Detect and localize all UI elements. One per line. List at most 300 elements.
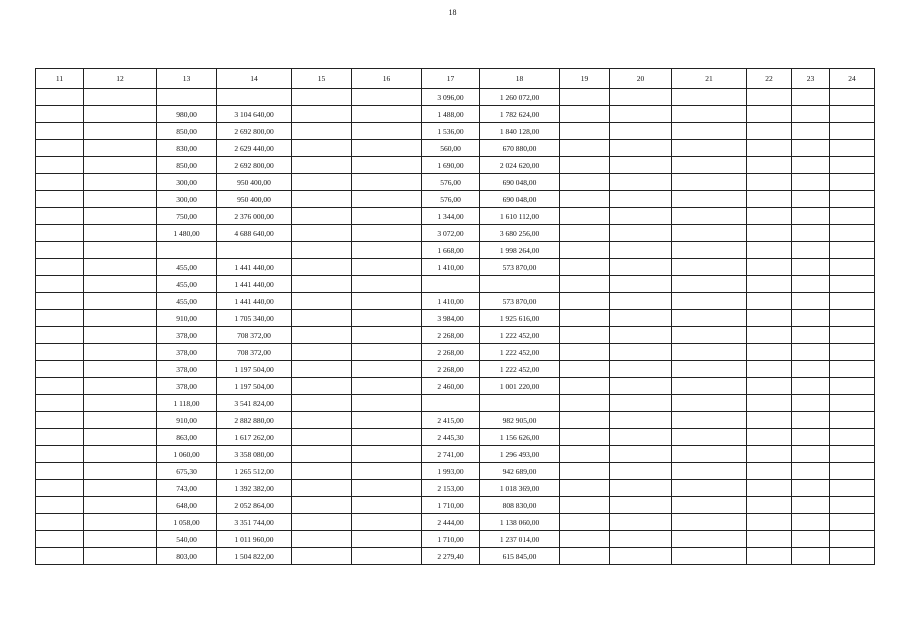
table-cell-col-21 [672,446,747,463]
table-cell-col-23 [792,276,830,293]
table-cell-col-14: 950 400,00 [217,191,292,208]
table-cell-col-20 [610,429,672,446]
table-cell-col-23 [792,174,830,191]
column-header: 22 [747,69,792,89]
table-cell-col-12 [84,327,157,344]
table-cell-col-24 [830,259,875,276]
table-cell-col-17: 1 536,00 [422,123,480,140]
table-cell-col-20 [610,293,672,310]
table-cell-col-19 [560,463,610,480]
table-cell-col-24 [830,106,875,123]
table-cell-col-12 [84,157,157,174]
table-cell-col-21 [672,429,747,446]
table-cell-col-16 [352,514,422,531]
table-cell-col-13: 863,00 [157,429,217,446]
table-cell-col-14: 1 617 262,00 [217,429,292,446]
table-cell-col-11 [36,157,84,174]
table-cell-col-18: 670 880,00 [480,140,560,157]
table-cell-col-17: 1 710,00 [422,497,480,514]
table-cell-col-15 [292,174,352,191]
table-row [36,480,875,497]
column-header: 23 [792,69,830,89]
table-cell-col-21 [672,140,747,157]
column-header: 11 [36,69,84,89]
table-cell-col-20 [610,225,672,242]
table-cell-col-19 [560,123,610,140]
table-cell-col-18: 1 001 220,00 [480,378,560,395]
table-cell-col-12 [84,191,157,208]
table-row [36,106,875,123]
table-cell-col-16 [352,344,422,361]
table-cell-col-22 [747,225,792,242]
table-cell-col-18 [480,395,560,412]
table-cell-col-23 [792,191,830,208]
table-cell-col-20 [610,412,672,429]
table-cell-col-22 [747,395,792,412]
table-cell-col-17: 2 460,00 [422,378,480,395]
table-cell-col-17: 2 445,30 [422,429,480,446]
table-cell-col-16 [352,140,422,157]
table-cell-col-11 [36,276,84,293]
table-cell-col-18 [480,276,560,293]
table-cell-col-15 [292,259,352,276]
table-cell-col-14: 2 692 800,00 [217,123,292,140]
table-cell-col-16 [352,327,422,344]
column-header: 20 [610,69,672,89]
table-cell-col-23 [792,140,830,157]
table-cell-col-18: 942 689,00 [480,463,560,480]
table-cell-col-22 [747,310,792,327]
table-cell-col-22 [747,89,792,106]
table-cell-col-16 [352,191,422,208]
table-cell-col-23 [792,395,830,412]
table-cell-col-18: 1 296 493,00 [480,446,560,463]
table-cell-col-15 [292,412,352,429]
table-cell-col-14: 1 197 504,00 [217,378,292,395]
table-cell-col-21 [672,310,747,327]
table-cell-col-12 [84,378,157,395]
table-cell-col-23 [792,497,830,514]
table-cell-col-13: 743,00 [157,480,217,497]
table-cell-col-13: 455,00 [157,259,217,276]
table-cell-col-22 [747,497,792,514]
table-cell-col-23 [792,123,830,140]
table-cell-col-23 [792,89,830,106]
table-cell-col-14: 1 011 960,00 [217,531,292,548]
table-cell-col-12 [84,276,157,293]
table-cell-col-16 [352,89,422,106]
table-cell-col-15 [292,242,352,259]
table-row [36,497,875,514]
table-cell-col-13: 850,00 [157,157,217,174]
table-cell-col-16 [352,446,422,463]
table-cell-col-12 [84,514,157,531]
table-cell-col-22 [747,327,792,344]
table-cell-col-20 [610,327,672,344]
table-cell-col-11 [36,548,84,565]
table-cell-col-20 [610,242,672,259]
table-cell-col-12 [84,242,157,259]
table-cell-col-18: 1 260 072,00 [480,89,560,106]
table-cell-col-11 [36,174,84,191]
table-cell-col-15 [292,463,352,480]
table-cell-col-11 [36,344,84,361]
table-cell-col-19 [560,310,610,327]
table-cell-col-13: 378,00 [157,378,217,395]
table-cell-col-24 [830,293,875,310]
table-cell-col-19 [560,259,610,276]
table-cell-col-16 [352,293,422,310]
table-cell-col-17: 560,00 [422,140,480,157]
table-cell-col-21 [672,548,747,565]
table-cell-col-11 [36,225,84,242]
table-cell-col-24 [830,361,875,378]
data-table [35,68,875,565]
table-cell-col-20 [610,191,672,208]
table-cell-col-12 [84,446,157,463]
table-cell-col-21 [672,412,747,429]
table-cell-col-22 [747,514,792,531]
table-cell-col-16 [352,548,422,565]
table-cell-col-23 [792,463,830,480]
table-cell-col-21 [672,531,747,548]
table-cell-col-24 [830,429,875,446]
table-cell-col-12 [84,412,157,429]
table-cell-col-12 [84,429,157,446]
table-cell-col-22 [747,174,792,191]
table-row [36,514,875,531]
table-cell-col-18: 690 048,00 [480,191,560,208]
table-row [36,276,875,293]
table-cell-col-21 [672,157,747,174]
table-cell-col-16 [352,225,422,242]
table-cell-col-22 [747,446,792,463]
table-cell-col-20 [610,157,672,174]
table-cell-col-24 [830,191,875,208]
table-cell-col-24 [830,140,875,157]
column-header: 15 [292,69,352,89]
table-cell-col-11 [36,446,84,463]
table-cell-col-19 [560,293,610,310]
table-cell-col-11 [36,497,84,514]
table-cell-col-13: 540,00 [157,531,217,548]
table-cell-col-23 [792,429,830,446]
table-cell-col-18: 1 925 616,00 [480,310,560,327]
table-cell-col-14: 1 441 440,00 [217,259,292,276]
table-cell-col-19 [560,327,610,344]
table-cell-col-21 [672,225,747,242]
table-cell-col-23 [792,259,830,276]
table-cell-col-20 [610,548,672,565]
table-cell-col-16 [352,106,422,123]
table-cell-col-19 [560,344,610,361]
table-row [36,378,875,395]
table-cell-col-18: 1 998 264,00 [480,242,560,259]
table-cell-col-20 [610,514,672,531]
table-cell-col-16 [352,174,422,191]
table-cell-col-13: 378,00 [157,344,217,361]
table-cell-col-13 [157,242,217,259]
table-cell-col-19 [560,89,610,106]
table-cell-col-15 [292,480,352,497]
table-cell-col-22 [747,378,792,395]
table-cell-col-14: 1 197 504,00 [217,361,292,378]
table-cell-col-24 [830,412,875,429]
table-cell-col-23 [792,242,830,259]
table-cell-col-19 [560,140,610,157]
table-cell-col-17 [422,276,480,293]
table-cell-col-18: 615 845,00 [480,548,560,565]
table-cell-col-20 [610,140,672,157]
table-cell-col-13: 750,00 [157,208,217,225]
table-cell-col-14: 2 376 000,00 [217,208,292,225]
table-cell-col-18: 1 610 112,00 [480,208,560,225]
table-cell-col-22 [747,412,792,429]
table-cell-col-12 [84,259,157,276]
table-cell-col-22 [747,106,792,123]
table-cell-col-11 [36,191,84,208]
table-cell-col-20 [610,106,672,123]
table-cell-col-11 [36,395,84,412]
table-cell-col-12 [84,344,157,361]
table-row [36,531,875,548]
table-cell-col-14: 4 688 640,00 [217,225,292,242]
table-cell-col-20 [610,310,672,327]
table-cell-col-16 [352,429,422,446]
table-cell-col-14: 1 504 822,00 [217,548,292,565]
table-cell-col-23 [792,412,830,429]
table-cell-col-12 [84,395,157,412]
table-cell-col-18: 573 870,00 [480,259,560,276]
table-cell-col-24 [830,157,875,174]
table-cell-col-22 [747,361,792,378]
column-header: 16 [352,69,422,89]
table-cell-col-22 [747,429,792,446]
table-cell-col-18: 2 024 620,00 [480,157,560,174]
table-cell-col-16 [352,361,422,378]
table-cell-col-20 [610,378,672,395]
table-cell-col-14: 2 629 440,00 [217,140,292,157]
column-header: 21 [672,69,747,89]
table-cell-col-23 [792,327,830,344]
table-cell-col-12 [84,310,157,327]
table-row [36,293,875,310]
table-cell-col-13: 300,00 [157,191,217,208]
table-row [36,395,875,412]
table-cell-col-19 [560,531,610,548]
table-cell-col-17: 1 710,00 [422,531,480,548]
table-cell-col-21 [672,123,747,140]
table-cell-col-17: 3 984,00 [422,310,480,327]
table-cell-col-18: 808 830,00 [480,497,560,514]
table-cell-col-14: 3 104 640,00 [217,106,292,123]
table-cell-col-13: 1 060,00 [157,446,217,463]
table-cell-col-17: 3 072,00 [422,225,480,242]
table-cell-col-17: 1 344,00 [422,208,480,225]
table-cell-col-14 [217,89,292,106]
table-cell-col-20 [610,395,672,412]
table-cell-col-11 [36,412,84,429]
table-cell-col-16 [352,157,422,174]
table-cell-col-11 [36,259,84,276]
table-cell-col-17: 2 153,00 [422,480,480,497]
table-cell-col-15 [292,378,352,395]
table-cell-col-13: 1 118,00 [157,395,217,412]
table-cell-col-14: 3 351 744,00 [217,514,292,531]
table-cell-col-24 [830,548,875,565]
table-cell-col-16 [352,310,422,327]
table-cell-col-24 [830,225,875,242]
table-cell-col-21 [672,106,747,123]
table-cell-col-20 [610,361,672,378]
table-cell-col-23 [792,378,830,395]
table-cell-col-17: 1 668,00 [422,242,480,259]
table-cell-col-21 [672,208,747,225]
table-cell-col-15 [292,548,352,565]
table-cell-col-19 [560,157,610,174]
table-cell-col-20 [610,89,672,106]
table-cell-col-14: 3 358 080,00 [217,446,292,463]
table-cell-col-19 [560,548,610,565]
table-cell-col-14: 2 052 864,00 [217,497,292,514]
table-cell-col-19 [560,242,610,259]
table-cell-col-21 [672,191,747,208]
table-cell-col-17: 1 690,00 [422,157,480,174]
table-cell-col-18: 1 840 128,00 [480,123,560,140]
table-cell-col-13: 378,00 [157,361,217,378]
table-cell-col-13: 830,00 [157,140,217,157]
table-cell-col-17: 2 279,40 [422,548,480,565]
table-row [36,463,875,480]
table-cell-col-21 [672,514,747,531]
column-header: 13 [157,69,217,89]
table-cell-col-14: 2 692 800,00 [217,157,292,174]
table-row [36,191,875,208]
table-cell-col-24 [830,327,875,344]
table-cell-col-13: 850,00 [157,123,217,140]
table-cell-col-19 [560,395,610,412]
table-cell-col-13: 980,00 [157,106,217,123]
table-cell-col-15 [292,89,352,106]
table-cell-col-17: 2 444,00 [422,514,480,531]
table-row [36,412,875,429]
table-cell-col-21 [672,242,747,259]
table-cell-col-22 [747,480,792,497]
table-cell-col-22 [747,531,792,548]
table-cell-col-11 [36,106,84,123]
table-cell-col-22 [747,276,792,293]
table-row [36,208,875,225]
table-cell-col-14: 1 265 512,00 [217,463,292,480]
table-cell-col-16 [352,531,422,548]
table-cell-col-13: 1 058,00 [157,514,217,531]
table-row [36,174,875,191]
table-cell-col-22 [747,191,792,208]
table-cell-col-18: 1 782 624,00 [480,106,560,123]
table-cell-col-20 [610,531,672,548]
table-cell-col-11 [36,361,84,378]
table-cell-col-24 [830,378,875,395]
table-cell-col-17: 1 410,00 [422,259,480,276]
table-cell-col-14: 1 705 340,00 [217,310,292,327]
table-cell-col-11 [36,463,84,480]
table-cell-col-23 [792,531,830,548]
table-cell-col-19 [560,276,610,293]
table-row [36,327,875,344]
table-cell-col-22 [747,208,792,225]
table-cell-col-13: 300,00 [157,174,217,191]
column-header: 24 [830,69,875,89]
table-cell-col-16 [352,378,422,395]
table-cell-col-18: 1 156 626,00 [480,429,560,446]
table-cell-col-12 [84,140,157,157]
table-cell-col-17: 2 268,00 [422,327,480,344]
table-cell-col-24 [830,89,875,106]
table-cell-col-11 [36,123,84,140]
table-cell-col-20 [610,463,672,480]
table-cell-col-24 [830,480,875,497]
table-cell-col-24 [830,174,875,191]
table-cell-col-13: 455,00 [157,293,217,310]
table-cell-col-23 [792,157,830,174]
table-cell-col-23 [792,361,830,378]
table-cell-col-18: 1 222 452,00 [480,361,560,378]
table-cell-col-21 [672,276,747,293]
table-cell-col-14: 3 541 824,00 [217,395,292,412]
table-cell-col-22 [747,140,792,157]
table-cell-col-17: 1 488,00 [422,106,480,123]
table-cell-col-17: 2 268,00 [422,344,480,361]
table-cell-col-12 [84,480,157,497]
table-cell-col-13: 648,00 [157,497,217,514]
table-cell-col-20 [610,259,672,276]
table-cell-col-21 [672,174,747,191]
table-cell-col-24 [830,463,875,480]
table-cell-col-24 [830,344,875,361]
table-cell-col-14 [217,242,292,259]
table-cell-col-22 [747,463,792,480]
table-cell-col-15 [292,106,352,123]
table-cell-col-12 [84,497,157,514]
table-cell-col-21 [672,378,747,395]
table-cell-col-17: 2 415,00 [422,412,480,429]
table-cell-col-17: 2 741,00 [422,446,480,463]
table-cell-col-17: 1 993,00 [422,463,480,480]
table-row [36,344,875,361]
table-cell-col-15 [292,208,352,225]
table-cell-col-22 [747,548,792,565]
column-header: 17 [422,69,480,89]
table-cell-col-15 [292,327,352,344]
table-cell-col-16 [352,242,422,259]
table-cell-col-23 [792,293,830,310]
table-cell-col-20 [610,174,672,191]
table-cell-col-12 [84,548,157,565]
table-cell-col-14: 1 441 440,00 [217,276,292,293]
table-row [36,259,875,276]
table-cell-col-12 [84,174,157,191]
table-cell-col-15 [292,310,352,327]
table-cell-col-23 [792,225,830,242]
table-cell-col-18: 573 870,00 [480,293,560,310]
table-cell-col-16 [352,480,422,497]
table-cell-col-12 [84,361,157,378]
table-cell-col-17: 3 096,00 [422,89,480,106]
table-cell-col-20 [610,123,672,140]
table-cell-col-17: 576,00 [422,174,480,191]
table-cell-col-11 [36,531,84,548]
table-cell-col-21 [672,480,747,497]
